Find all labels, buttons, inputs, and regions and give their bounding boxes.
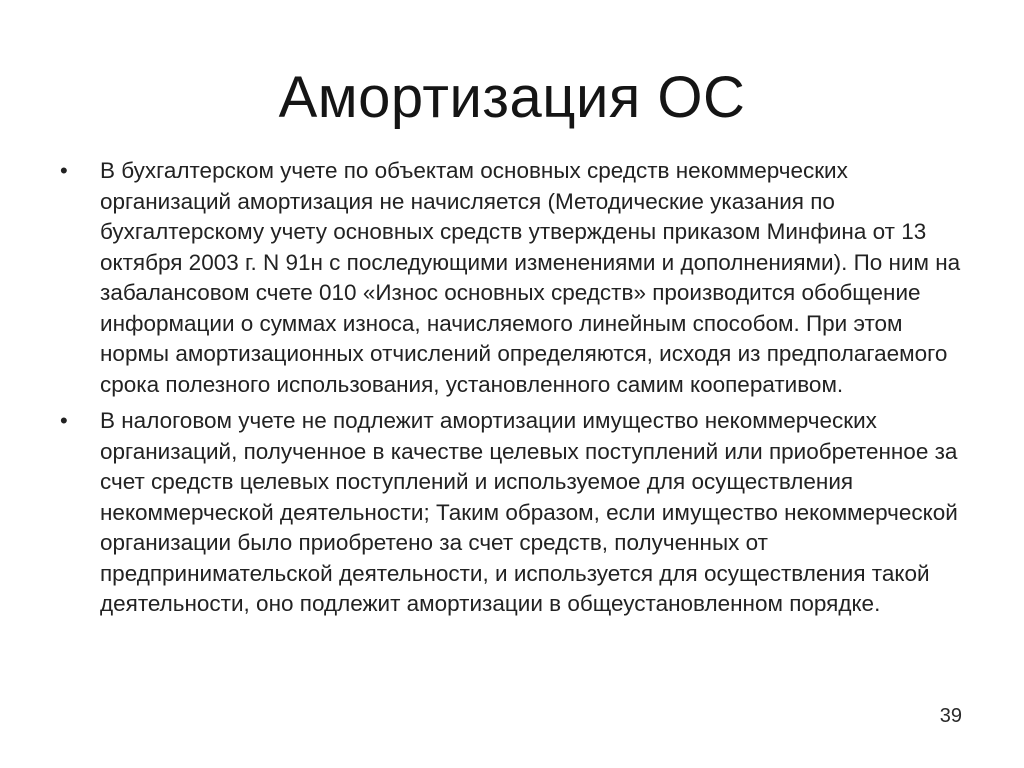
- page-number: 39: [939, 705, 962, 727]
- bullet-list: [60, 156, 970, 626]
- bullet-marker: •: [60, 408, 68, 433]
- bullet-text: В бухгалтерском учете по объектам основных средств некоммерческих организаций амортизация не начисляется (Методические указания по бухгалтерскому учету основных средств утверждены приказом Минфина от 13 октября 2003 г. N 91н с последующими изменениями и дополнениями). По ним на забалансовом счете 010 «Износ основных средств» производится обобщение информации о суммах износа, начисляемого линейным способом. При этом нормы амортизационных отчислений определяются, исходя из предполагаемого срока полезного использования, установленного самим кооперативом.: [100, 158, 961, 397]
- bullet-item-1: [60, 156, 970, 400]
- bullet-marker: •: [60, 158, 68, 183]
- bullet-item-2: [60, 406, 970, 620]
- slide-title: Амортизация ОС: [278, 65, 746, 130]
- bullet-text: В налоговом учете не подлежит амортизации имущество некоммерческих организаций, полученное в качестве целевых поступлений или приобретенное за счет средств целевых поступлений и используемое для осуществления некоммерческой деятельности; Таким образом, если имущество некоммерческой организации было приобретено за счет средств, полученных от предпринимательской деятельности, и используется для осуществления такой деятельности, оно подлежит амортизации в общеустановленном порядке.: [100, 408, 958, 616]
